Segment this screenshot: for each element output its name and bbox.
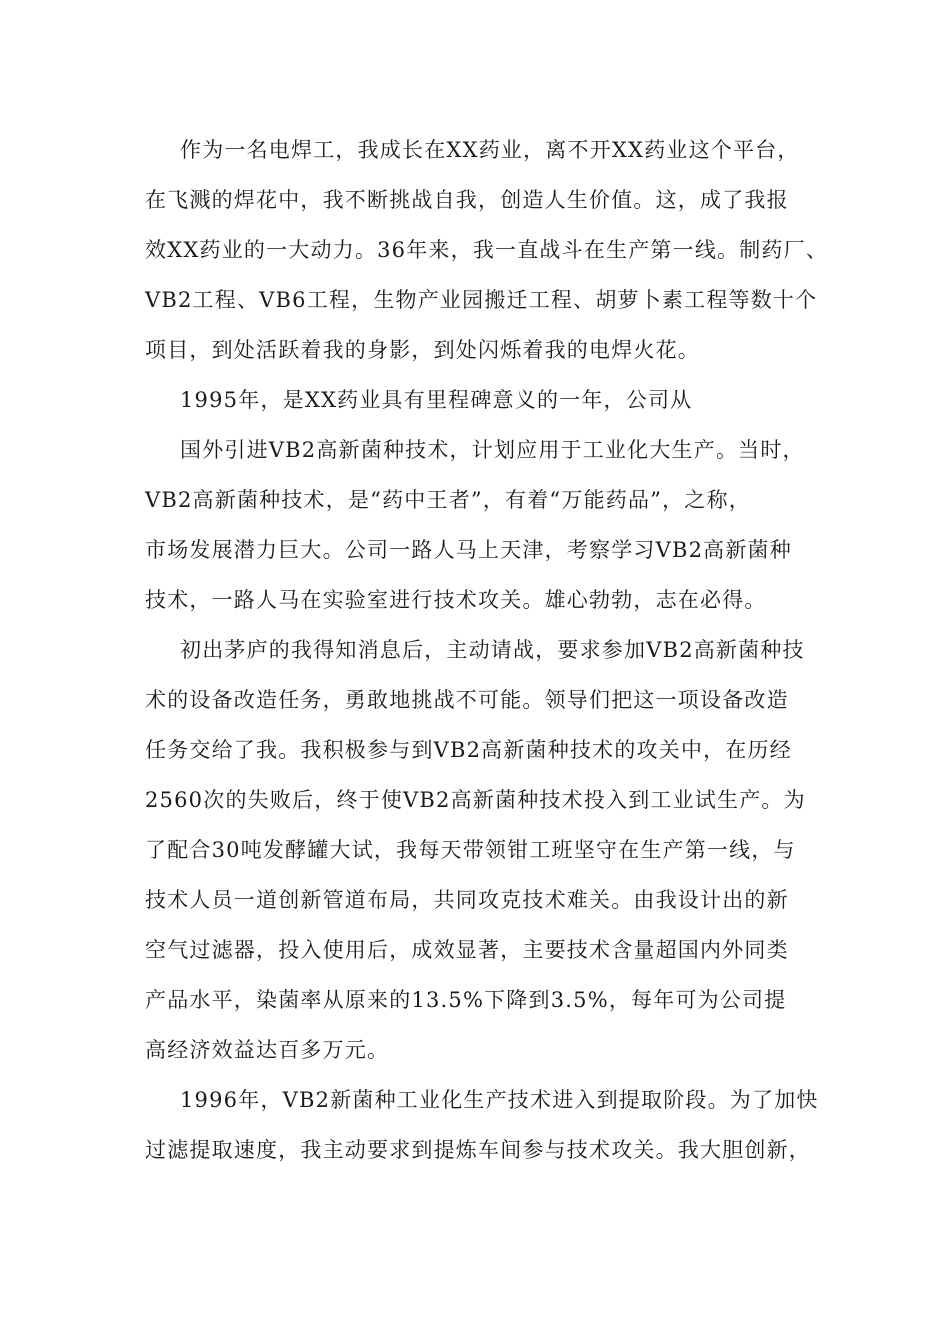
text-line: 技术人员一道创新管道布局，共同攻克技术难关。由我设计出的新 [145, 888, 789, 912]
text-line: 高经济效益达百多万元。 [145, 1038, 390, 1062]
text-line: VB2工程、VB6工程，生物产业园搬迁工程、胡萝卜素工程等数十个 [145, 288, 818, 312]
text-line: 术的设备改造任务，勇敢地挑战不可能。领导们把这一项设备改造 [145, 688, 789, 712]
text-line: 产品水平，染菌率从原来的13.5%下降到3.5%，每年可为公司提 [145, 988, 787, 1012]
text-line: 过滤提取速度，我主动要求到提炼车间参与技术攻关。我大胆创新， [145, 1138, 811, 1162]
text-line: 在飞溅的焊花中，我不断挑战自我，创造人生价值。这，成了我报 [145, 188, 789, 212]
text-line: 1995年，是XX药业具有里程碑意义的一年，公司从 [180, 388, 693, 412]
text-line: 作为一名电焊工，我成长在XX药业，离不开XX药业这个平台， [180, 138, 800, 162]
text-line: 市场发展潜力巨大。公司一路人马上天津，考察学习VB2高新菌种 [145, 538, 792, 562]
text-line: 空气过滤器，投入使用后，成效显著，主要技术含量超国内外同类 [145, 938, 789, 962]
text-line: 国外引进VB2高新菌种技术，计划应用于工业化大生产。当时， [180, 438, 805, 462]
text-line: VB2高新菌种技术，是“药中王者”，有着“万能药品”，之称， [145, 488, 751, 512]
text-line: 技术，一路人马在实验室进行技术攻关。雄心勃勃，志在必得。 [145, 588, 767, 612]
text-line: 1996年，VB2新菌种工业化生产技术进入到提取阶段。为了加快 [180, 1088, 819, 1112]
text-line: 2560次的失败后，终于使VB2高新菌种技术投入到工业试生产。为 [145, 788, 806, 812]
text-line: 任务交给了我。我积极参与到VB2高新菌种技术的攻关中，在历经 [145, 738, 792, 762]
text-line: 了配合30吨发酵罐大试，我每天带领钳工班坚守在生产第一线，与 [145, 838, 796, 862]
text-line: 项目，到处活跃着我的身影，到处闪烁着我的电焊火花。 [145, 338, 700, 362]
text-line: 效XX药业的一大动力。36年来，我一直战斗在生产第一线。制药厂、 [145, 238, 829, 262]
text-line: 初出茅庐的我得知消息后，主动请战，要求参加VB2高新菌种技 [180, 638, 805, 662]
